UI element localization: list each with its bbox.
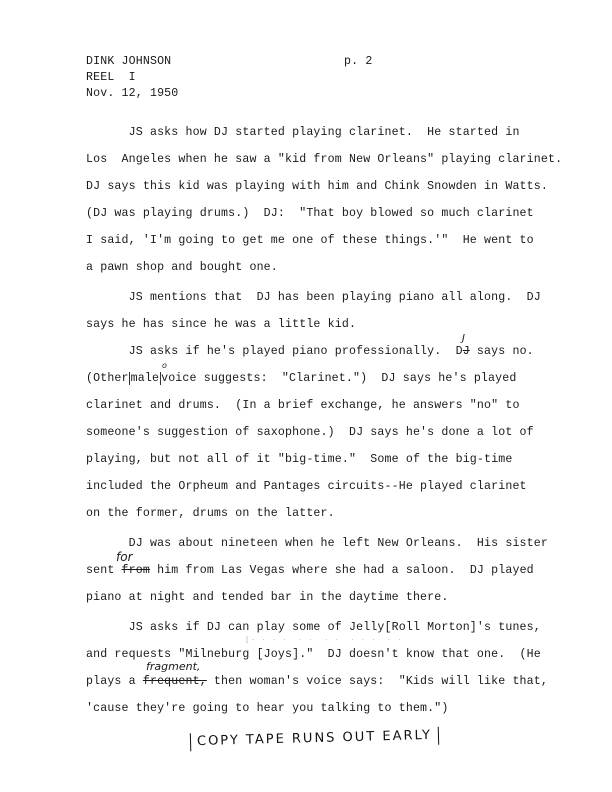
body-line: playing, but not all of it "big-time." Some of the big-time bbox=[86, 453, 513, 466]
body-line bbox=[86, 345, 534, 359]
body-line-part: says no. bbox=[469, 345, 534, 358]
header-name: DINK JOHNSON bbox=[86, 55, 172, 68]
body-line: JS mentions that DJ has been playing piano all along. DJ bbox=[86, 291, 541, 304]
body-line-part: JS asks if he's played piano professionally. D bbox=[86, 345, 463, 358]
body-line: Los Angeles when he saw a "kid from New Orleans" playing clarinet. bbox=[86, 153, 563, 166]
handwritten-copy-tape-note: COPY TAPE RUNS OUT EARLY bbox=[190, 727, 439, 752]
struck-word: from bbox=[121, 564, 150, 577]
page-number: p. 2 bbox=[344, 55, 373, 68]
body-line: piano at night and tended bar in the daytime there. bbox=[86, 591, 449, 604]
body-line: JS asks how DJ started playing clarinet. He started in bbox=[86, 126, 520, 139]
body-line: on the former, drums on the latter. bbox=[86, 507, 335, 520]
body-line: 'cause they're going to hear you talking to them.") bbox=[86, 702, 449, 715]
body-line-part: him from Las Vegas where she had a saloon. DJ played bbox=[149, 564, 534, 577]
header-reel: REEL I bbox=[86, 71, 136, 84]
body-line: JS asks if DJ can play some of Jelly[Roll Morton]'s tunes, bbox=[86, 621, 541, 634]
handwritten-insert-for: for bbox=[116, 550, 133, 564]
body-line: DJ was about nineteen when he left New Orleans. His sister bbox=[86, 537, 548, 550]
body-line bbox=[86, 564, 534, 578]
body-line: and requests "Milneburg [Joys]." DJ doesn't know that one. (He bbox=[86, 648, 541, 661]
body-line: someone's suggestion of saxophone.) DJ says he's done a lot of bbox=[86, 426, 534, 439]
handwritten-insert-j: J bbox=[462, 333, 465, 344]
handwritten-insert-fragment: fragment, bbox=[146, 660, 201, 673]
body-line-part: sent bbox=[86, 564, 122, 577]
body-line-part: then woman's voice says: "Kids will like that, bbox=[206, 675, 548, 688]
body-line: I said, 'I'm going to get me one of these things.'" He went to bbox=[86, 234, 534, 247]
header-date: Nov. 12, 1950 bbox=[86, 87, 179, 100]
body-line bbox=[86, 372, 516, 386]
body-line: says he has since he was a little kid. bbox=[86, 318, 357, 331]
body-line: a pawn shop and bought one. bbox=[86, 261, 278, 274]
body-line: clarinet and drums. (In a brief exchange, he answers "no" to bbox=[86, 399, 520, 412]
body-line: DJ says this kid was playing with him and Chink Snowden in Watts. bbox=[86, 180, 548, 193]
handwritten-insert-o: o bbox=[162, 361, 167, 370]
struck-letter: J bbox=[462, 345, 470, 358]
body-line: (DJ was playing drums.) DJ: "That boy blowed so much clarinet bbox=[86, 207, 534, 220]
body-line: included the Orpheum and Pantages circuits--He played clarinet bbox=[86, 480, 527, 493]
body-line-part: plays a bbox=[86, 675, 143, 688]
struck-word: frequent, bbox=[142, 675, 207, 688]
bracketed-insert: male bbox=[130, 372, 160, 385]
faint-pencil-marks: [- · · · · · · · · · · · · bbox=[246, 636, 404, 644]
body-line-part: (Other bbox=[86, 372, 129, 385]
body-line-part: voice suggests: "Clarinet.") DJ says he's played bbox=[161, 372, 517, 385]
body-line bbox=[86, 675, 548, 689]
